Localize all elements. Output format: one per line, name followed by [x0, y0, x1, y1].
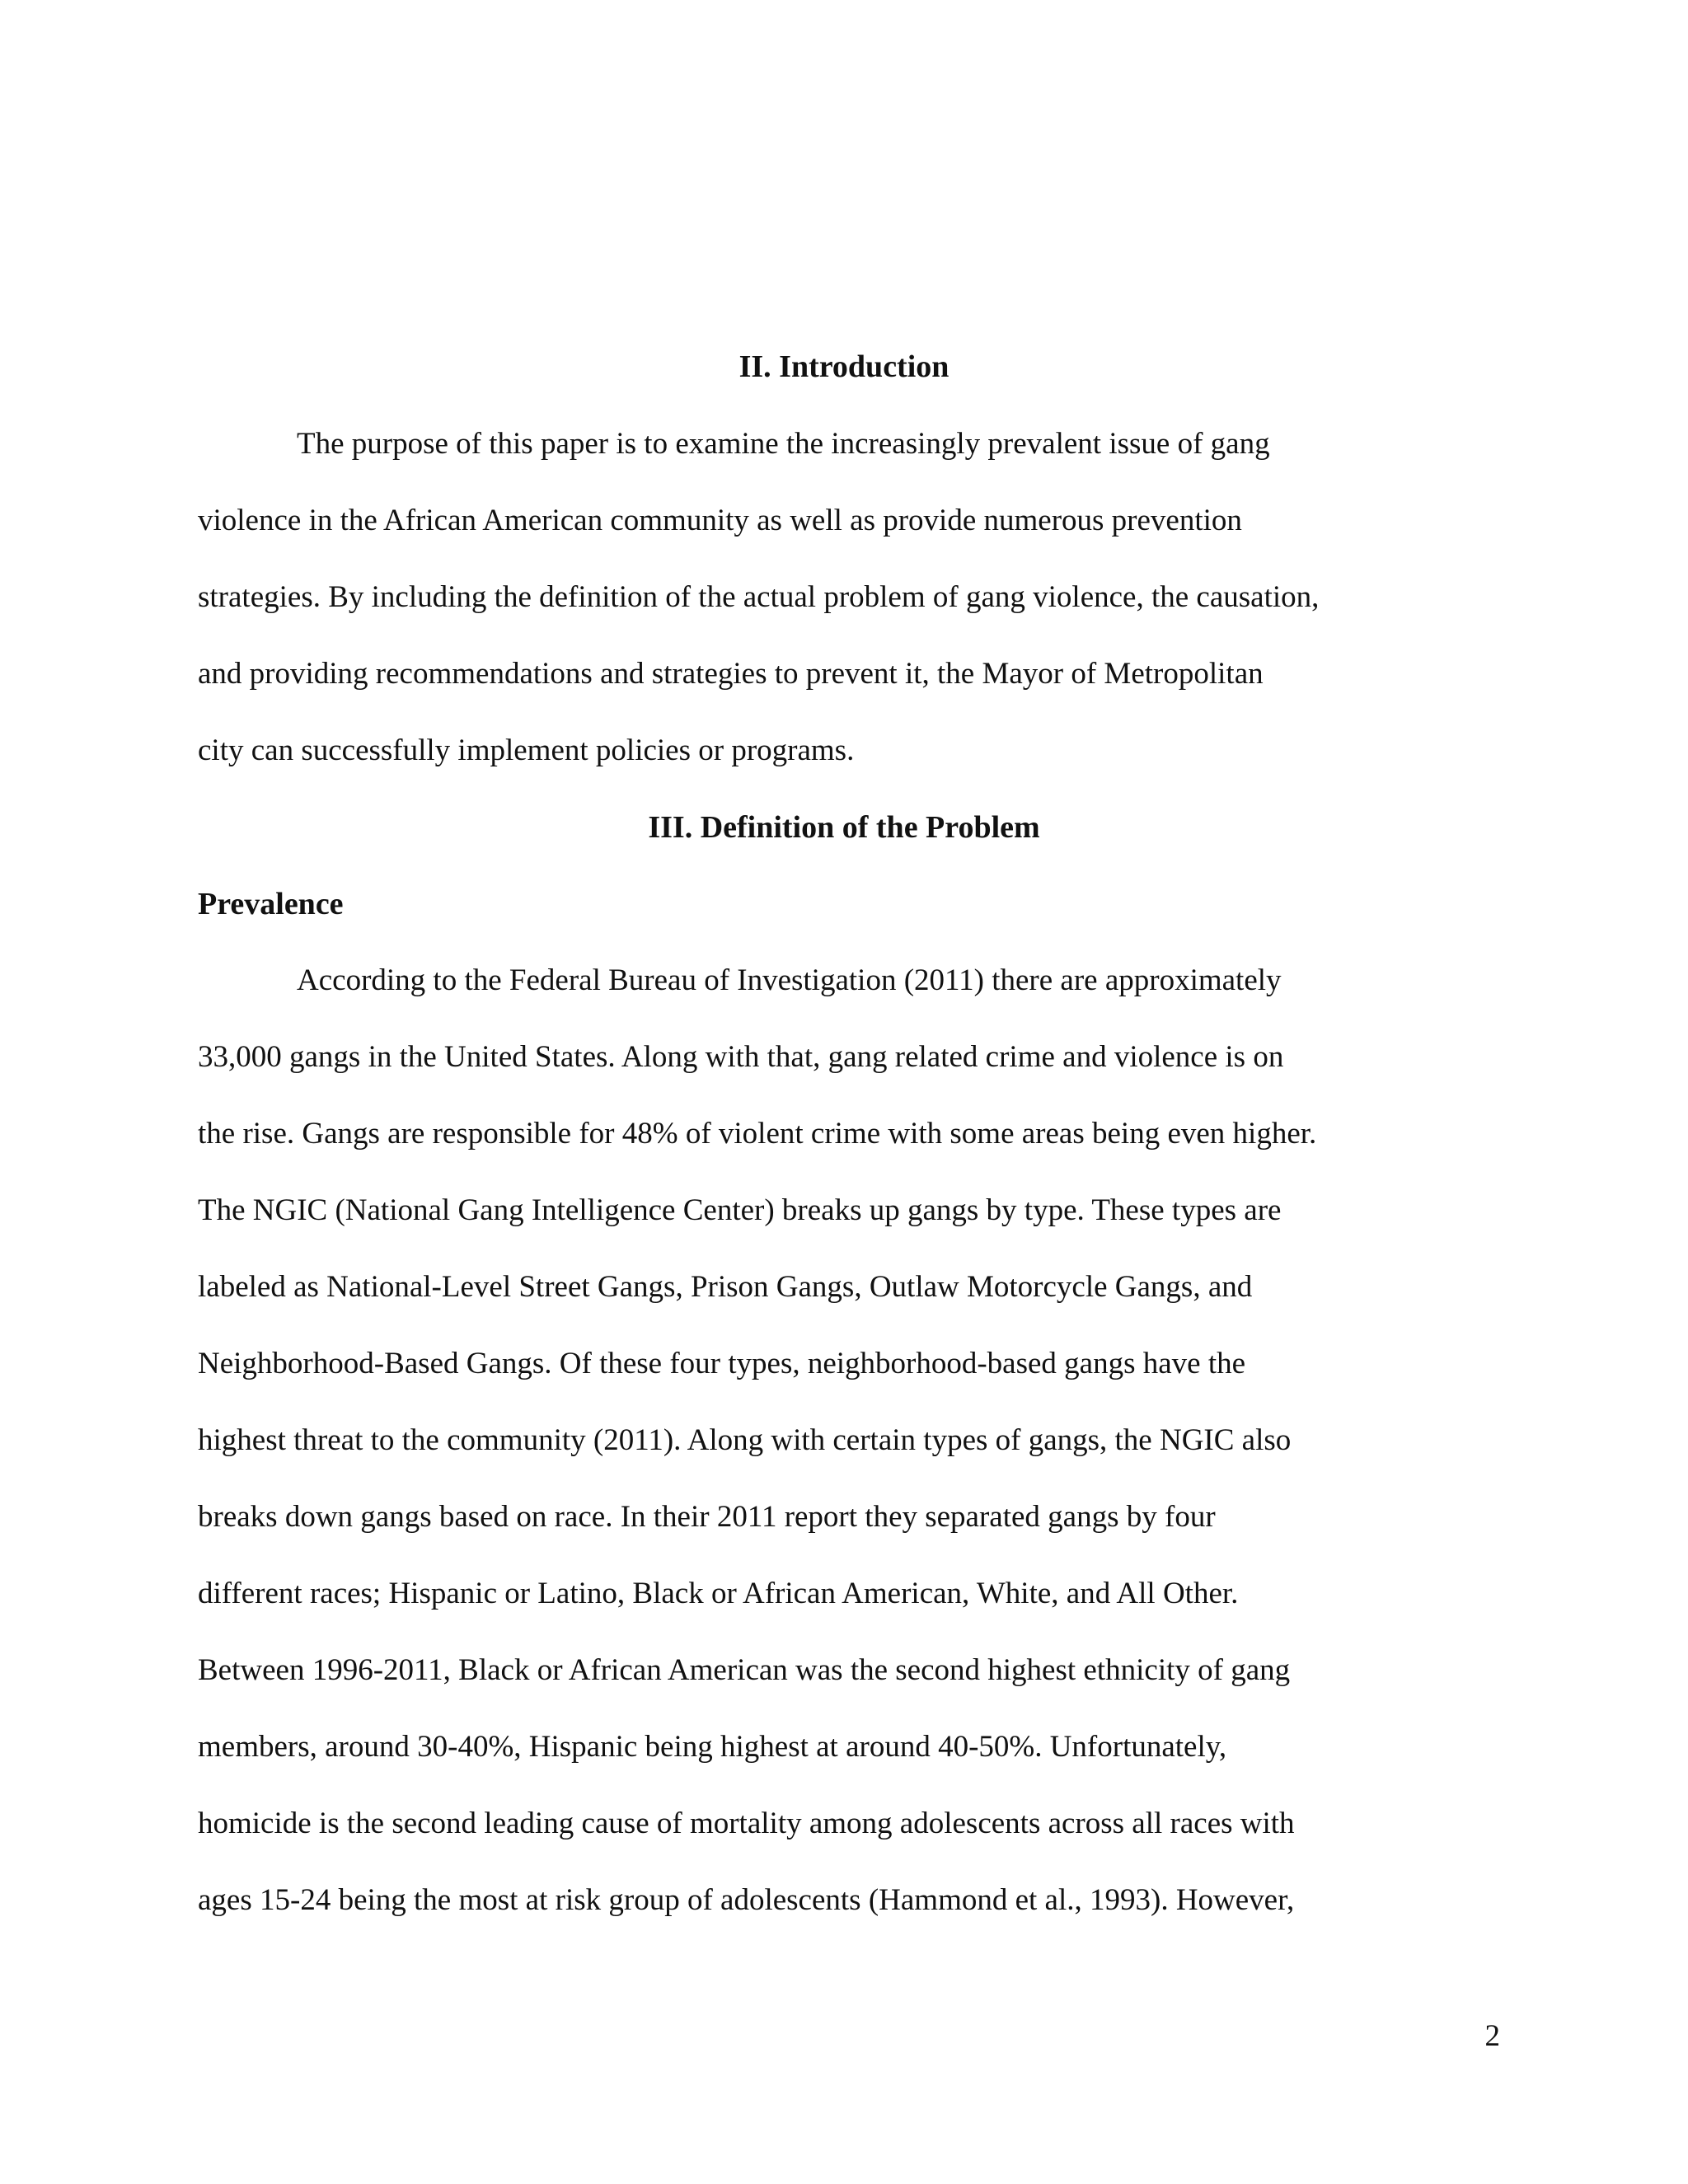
paragraph-line: homicide is the second leading cause of mortality among adolescents across all races with — [198, 1807, 1295, 1840]
page-number: 2 — [1484, 2019, 1500, 2053]
paragraph-line: 33,000 gangs in the United States. Along with that, gang related crime and violence is on — [198, 1040, 1284, 1074]
paragraph-line: different races; Hispanic or Latino, Black or African American, White, and All Other. — [198, 1577, 1239, 1610]
paragraph-line: highest threat to the community (2011). Along with certain types of gangs, the NGIC also — [198, 1423, 1292, 1457]
section-heading-introduction: II. Introduction — [738, 349, 950, 384]
paragraph-line: violence in the African American community as well as provide numerous prevention — [198, 504, 1242, 537]
paragraph-line: strategies. By including the definition of the actual problem of gang violence, the causation, — [198, 580, 1320, 614]
paragraph-line: city can successfully implement policies or programs. — [198, 733, 855, 767]
paragraph-line: According to the Federal Bureau of Investigation (2011) there are approximately — [297, 963, 1282, 997]
paragraph-line: and providing recommendations and strategies to prevent it, the Mayor of Metropolitan — [198, 657, 1264, 691]
section-heading-definition: III. Definition of the Problem — [648, 810, 1040, 845]
paragraph-line: Between 1996-2011, Black or African American was the second highest ethnicity of gang — [198, 1653, 1291, 1687]
paragraph-line: labeled as National-Level Street Gangs, Prison Gangs, Outlaw Motorcycle Gangs, and — [198, 1270, 1253, 1304]
paragraph-line: Neighborhood-Based Gangs. Of these four types, neighborhood-based gangs have the — [198, 1347, 1246, 1380]
paragraph-line: the rise. Gangs are responsible for 48% of violent crime with some areas being even higher. — [198, 1117, 1317, 1151]
subheading-prevalence: Prevalence — [198, 887, 344, 921]
paragraph-line: breaks down gangs based on race. In their 2011 report they separated gangs by four — [198, 1500, 1216, 1534]
paragraph-line: ages 15-24 being the most at risk group of adolescents (Hammond et al., 1993). However, — [198, 1883, 1295, 1917]
paragraph-line: members, around 30-40%, Hispanic being highest at around 40-50%. Unfortunately, — [198, 1730, 1227, 1764]
paragraph-line: The NGIC (National Gang Intelligence Center) breaks up gangs by type. These types are — [198, 1193, 1282, 1227]
paragraph-line: The purpose of this paper is to examine the increasingly prevalent issue of gang — [297, 427, 1270, 461]
